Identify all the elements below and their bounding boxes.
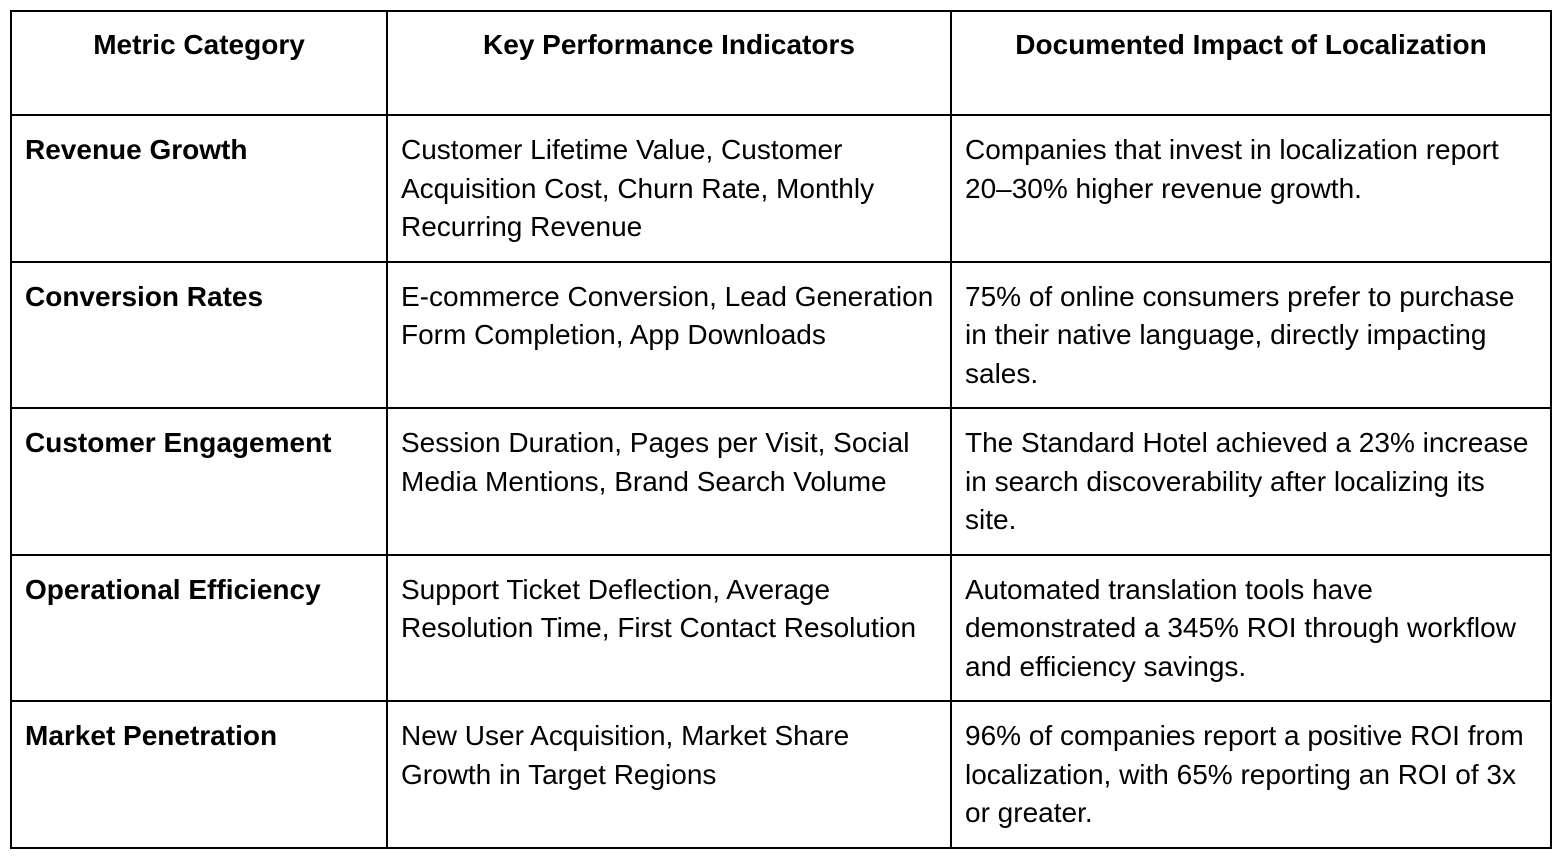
header-key-performance-indicators: Key Performance Indicators [387,11,951,115]
metric-category-cell: Customer Engagement [11,408,387,555]
impact-cell: 75% of online consumers prefer to purchase in their native language, directly impacting sales. [951,262,1551,409]
table-header-row [11,11,1551,115]
metric-category-cell: Revenue Growth [11,115,387,262]
table-row [11,408,1551,555]
table-row [11,555,1551,702]
impact-cell: Automated translation tools have demonstrated a 345% ROI through workflow and efficiency savings. [951,555,1551,702]
table-row [11,262,1551,409]
kpi-cell: E-commerce Conversion, Lead Generation Form Completion, App Downloads [387,262,951,409]
metric-category-cell: Operational Efficiency [11,555,387,702]
impact-cell: Companies that invest in localization report 20–30% higher revenue growth. [951,115,1551,262]
kpi-cell: Support Ticket Deflection, Average Resolution Time, First Contact Resolution [387,555,951,702]
impact-cell: 96% of companies report a positive ROI from localization, with 65% reporting an ROI of 3x or greater. [951,701,1551,848]
metric-category-cell: Market Penetration [11,701,387,848]
impact-cell: The Standard Hotel achieved a 23% increase in search discoverability after localizing its site. [951,408,1551,555]
header-metric-category: Metric Category [11,11,387,115]
kpi-cell: New User Acquisition, Market Share Growth in Target Regions [387,701,951,848]
kpi-cell: Session Duration, Pages per Visit, Social Media Mentions, Brand Search Volume [387,408,951,555]
kpi-table [10,10,1552,849]
table-row [11,701,1551,848]
header-documented-impact: Documented Impact of Localization [951,11,1551,115]
kpi-cell: Customer Lifetime Value, Customer Acquisition Cost, Churn Rate, Monthly Recurring Revenue [387,115,951,262]
table-row [11,115,1551,262]
metric-category-cell: Conversion Rates [11,262,387,409]
